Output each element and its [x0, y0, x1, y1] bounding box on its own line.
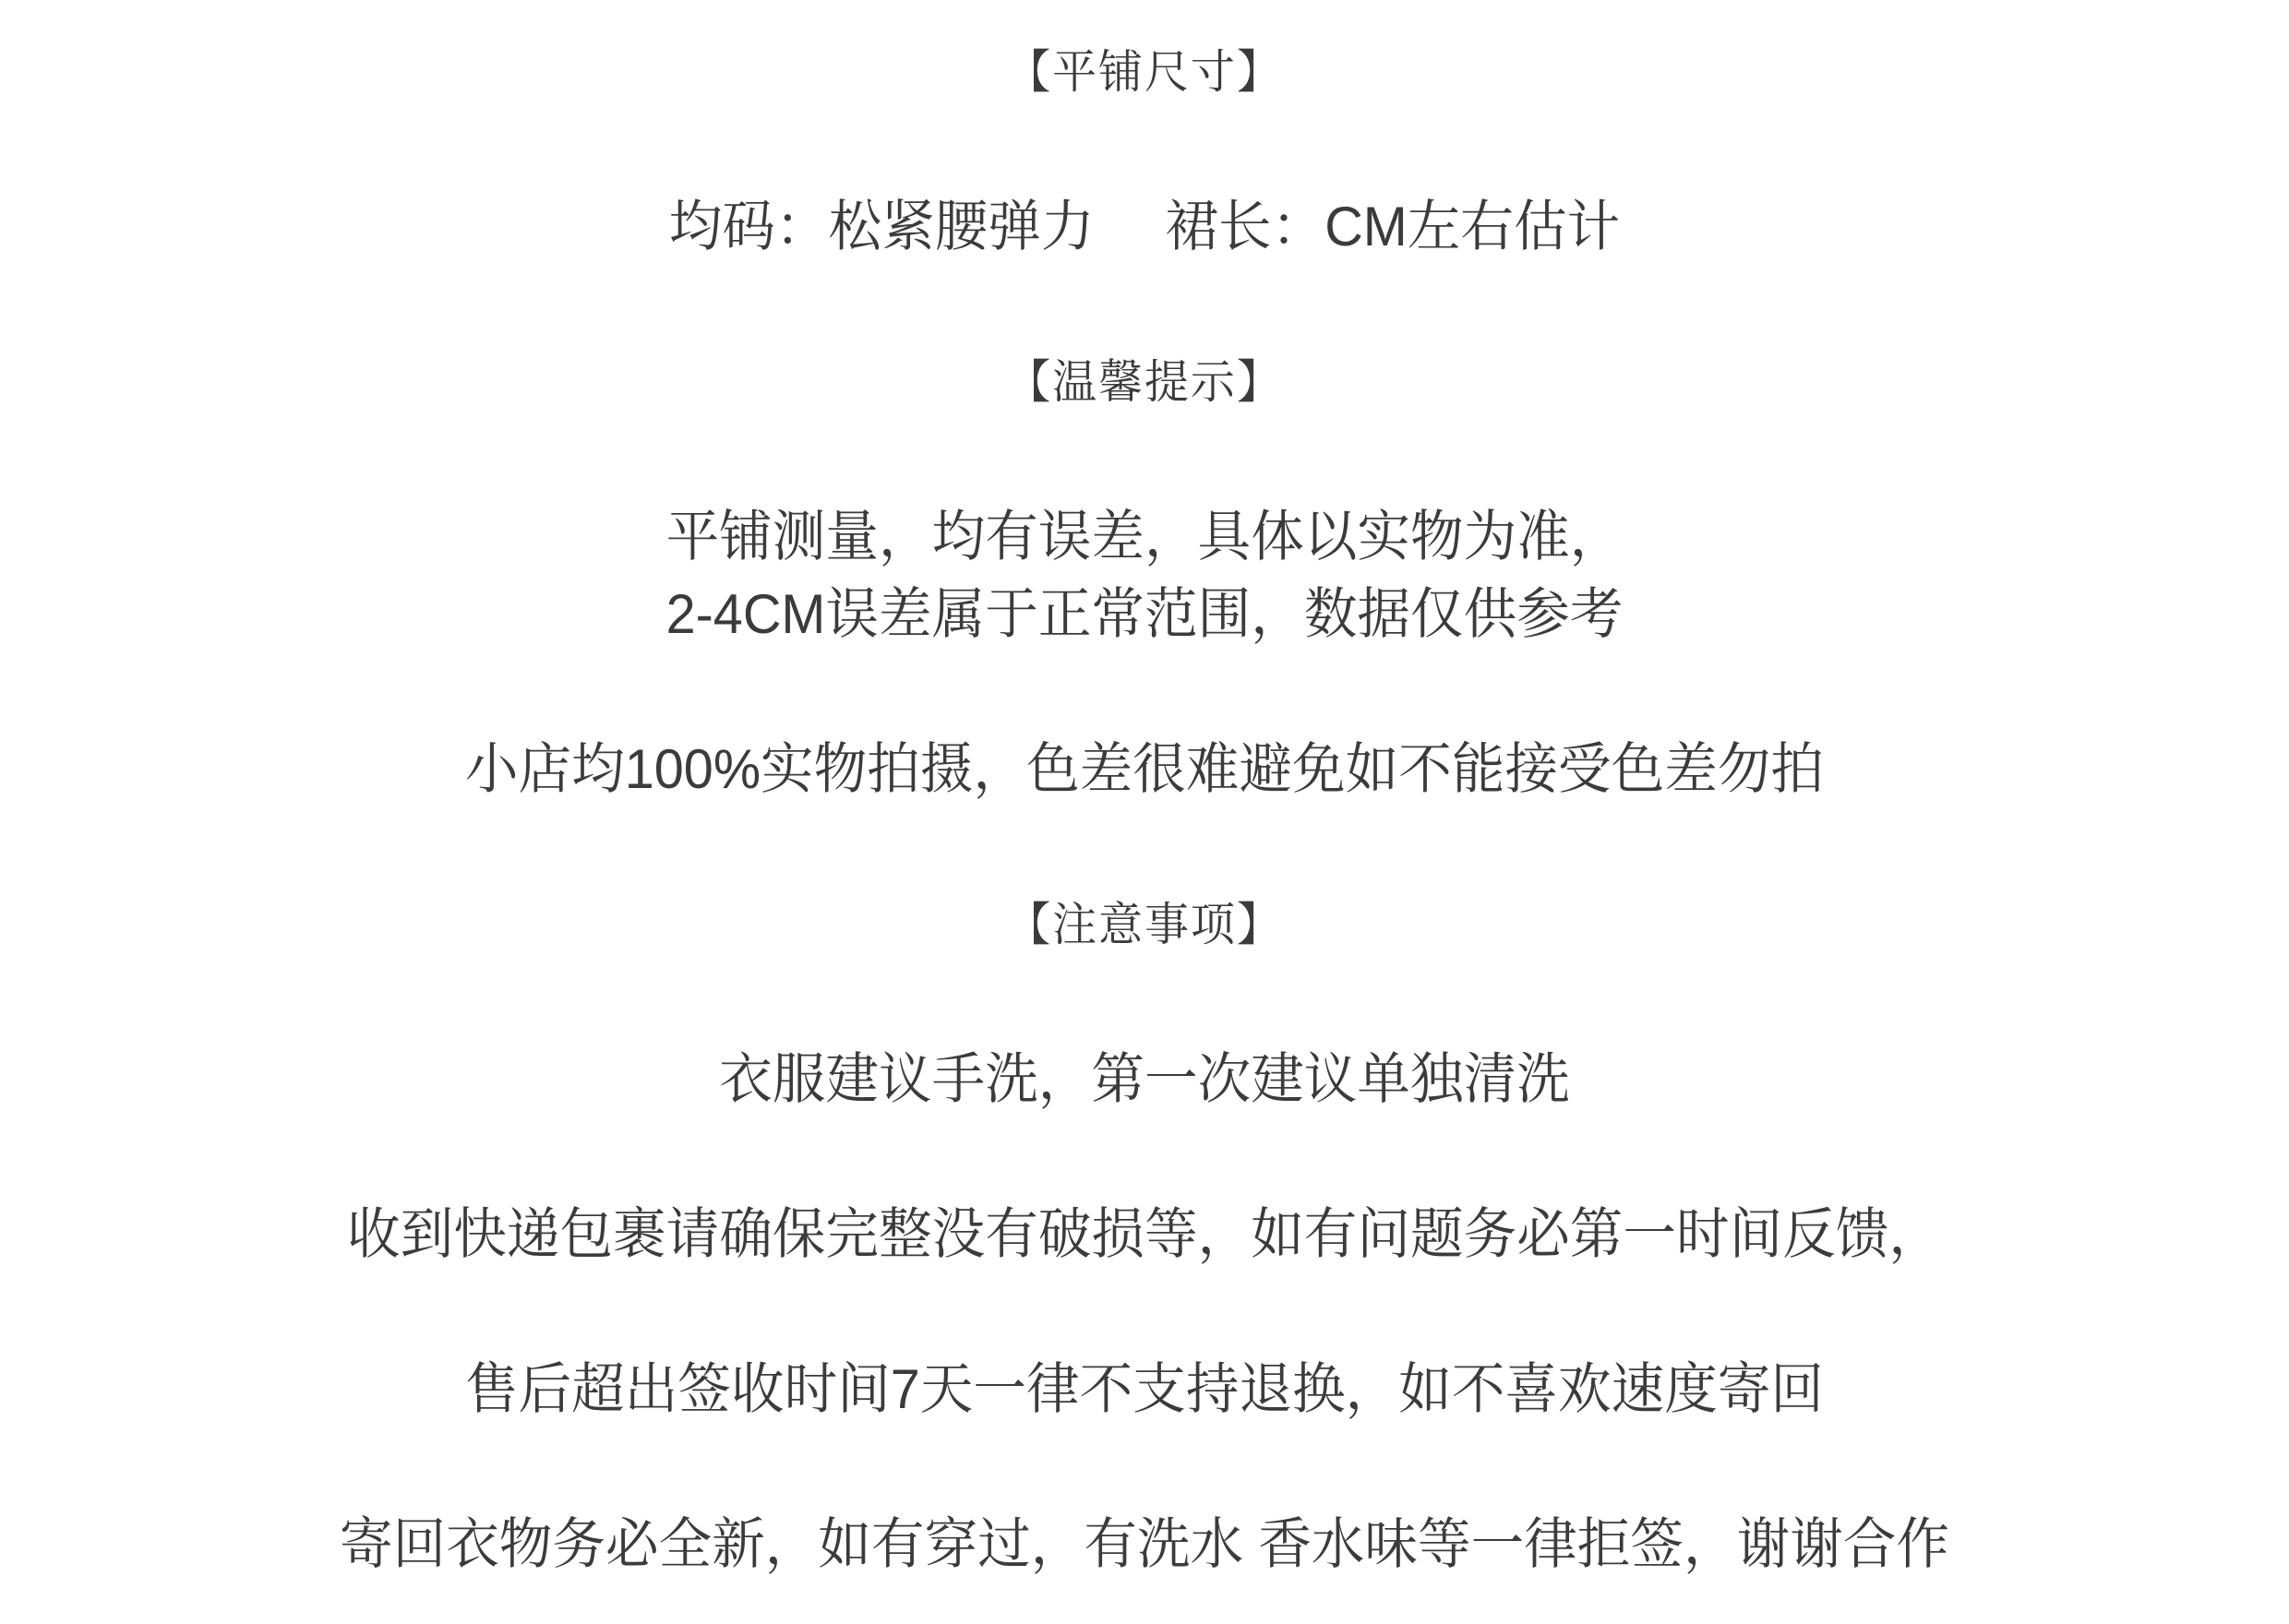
tips-section-heading: 【温馨提示】 [1006, 356, 1283, 408]
size-spec: 均码：松紧腰弹力 [668, 196, 1095, 257]
return-policy-note: 售后超出签收时间7天一律不支持退换，如不喜欢速度寄回 [464, 1358, 1825, 1420]
notice-section-heading: 【注意事项】 [1006, 899, 1283, 950]
return-condition-note: 寄回衣物务必全新，如有穿过，有洗水 香水味等一律拒签，谢谢合作 [339, 1513, 1949, 1575]
wash-note: 衣服建议手洗，第一次建议单独清洗 [719, 1048, 1570, 1110]
package-inspection-note: 收到快递包裹请确保完整没有破损等，如有问题务必第一时间反馈， [346, 1203, 1942, 1265]
tolerance-line-2: 2-4CM误差属于正常范围，数据仅供参考 [665, 583, 1624, 645]
measurement-tolerance-paragraph [0, 498, 2289, 653]
tolerance-line-1: 平铺测量，均有误差，具体以实物为准， [665, 506, 1624, 567]
notice-section [0, 886, 2289, 1583]
photo-color-note: 小店均100%实物拍摄，色差很难避免如不能接受色差勿拍 [464, 738, 1825, 800]
size-spec-line [46, 188, 2244, 266]
tips-section [0, 343, 2289, 808]
size-section [0, 33, 2289, 266]
length-spec: 裙长：CM左右估计 [1165, 196, 1621, 257]
size-section-heading: 【平铺尺寸】 [1006, 46, 1283, 98]
